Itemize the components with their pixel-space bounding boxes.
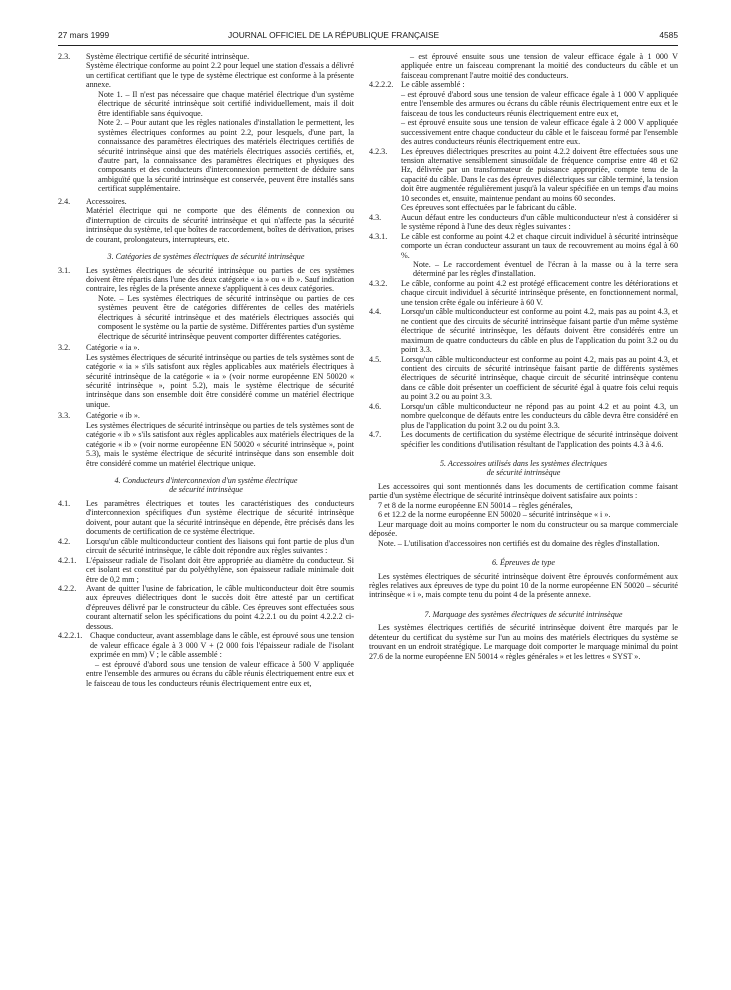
section-4-5: [369, 355, 678, 402]
section-number: 2.4.: [58, 196, 71, 206]
section-number: 4.7.: [369, 430, 382, 440]
section-4-2-2-2: [369, 80, 678, 146]
note: Note. – L'utilisation d'accessoires non certifiés est du domaine des règles d'installation.: [378, 538, 660, 548]
section-number: 4.3.: [369, 212, 382, 222]
paragraph: Matériel électrique qui ne comporte que des éléments de connexion ou d'interruption de circuits de sécurité intrinsèque et qui n'affecte pas la sécurité intrinsèque du système, tel que boîtes de raccordement, boîtes de dérivation, prises de courant, prolongateurs, interrupteurs, etc.: [86, 206, 354, 244]
page-header: [58, 30, 678, 44]
section-3-2: [58, 343, 354, 409]
paragraph: Ces épreuves sont effectuées par le fabricant du câble.: [401, 203, 577, 213]
paragraph: Les systèmes électriques certifiés de sécurité intrinsèque doivent être marqués par le détenteur du certificat du système sur l'un au moins des matériels électriques du système se trouvant en un endroit stratégique. Le marquage doit comporter le marquage minimal du point 27.6 de la norme européenne EN 50014 « règles générales » et les lettres « SYST ».: [369, 623, 678, 661]
section-title: Accessoires.: [86, 196, 127, 206]
section-3-3: [58, 411, 354, 468]
list-item: – est éprouvé ensuite sous une tension de valeur efficace égale à 1 000 V appliquée entre un faisceau comprenant la moitié des conducteurs du câble et un faisceau comprenant l'autre moitié des conducteurs.: [401, 52, 678, 80]
section-number: 4.2.2.1.: [58, 631, 83, 641]
paragraph: Les systèmes électriques de sécurité intrinsèque doivent être éprouvés conformément aux règles relatives aux épreuves de type du point 10 de la norme européenne EN 50020 – sécurité intrinsèque « i », mais compte tenu du point 4 de la présente annexe.: [369, 571, 678, 600]
header-rule: [58, 45, 678, 46]
section-4-1: [58, 499, 354, 537]
section-4-6: [369, 402, 678, 430]
paragraph: Aucun défaut entre les conducteurs d'un câble multiconducteur n'est à considérer si le système répond à l'une des deux règles suivantes :: [401, 212, 678, 232]
note: Note. – Le raccordement éventuel de l'écran à la masse ou à la terre sera déterminé par les règles d'installation.: [413, 259, 678, 279]
section-heading: de sécurité intrinsèque: [169, 485, 243, 495]
list-item: 6 et 12.2 de la norme européenne EN 50020 – sécurité intrinsèque « i ».: [378, 510, 611, 520]
note: Note 1. – Il n'est pas nécessaire que chaque matériel électrique d'un système électrique de sécurité intrinsèque soit certifié individuellement, mais il doit être identifiable sans équivoque.: [98, 89, 354, 118]
list-item: – est éprouvé d'abord sous une tension de valeur efficace égale à 1 000 V appliquée entre l'ensemble des armures ou écrans du câble réunis électriquement entre eux et le faisceau de tous les conducteurs réunis électriquement entre eux et,: [401, 89, 678, 118]
section-heading: 5. Accessoires utilisés dans les systèmes électriques: [439, 459, 608, 469]
paragraph: Chaque conducteur, avant assemblage dans le câble, est éprouvé sous une tension de valeur efficace égale à 3 000 V + (2 000 fois l'épaisseur radiale de l'isolant exprimée en mm) V ; le câble assemblé :: [90, 631, 354, 660]
section-4-3-1: [369, 232, 678, 279]
header-date: 27 mars 1999: [58, 30, 110, 40]
section-title: Le câble assemblé :: [401, 80, 465, 90]
paragraph: Les documents de certification du système électrique de sécurité intrinsèque doivent spécifier les conditions d'utilisation résultant de l'application des points 4.3 à 4.6.: [401, 430, 678, 449]
section-number: 4.1.: [58, 498, 71, 508]
section-number: 3.1.: [58, 265, 71, 275]
page-number: 4585: [659, 30, 678, 40]
section-number: 4.5.: [369, 354, 382, 364]
section-number: 4.2.2.2.: [369, 80, 394, 90]
paragraph: Les systèmes électriques de sécurité intrinsèque ou parties de tels systèmes sont de catégorie « ib » s'ils satisfont aux règles applicables aux matériels électriques de la catégorie « ib » (voir norme européenne EN 50020 « sécurité intrinsèque », point 5.3), mais le système électrique de sécurité intrinsèque dans son ensemble doit être considéré comme un matériel électrique unique.: [86, 420, 354, 468]
section-number: 4.6.: [369, 401, 382, 411]
section-heading: 3. Catégories de systèmes électriques de sécurité intrinsèque: [107, 252, 305, 262]
paragraph: Lorsqu'un câble multiconducteur ne répond pas au point 4.2 et au point 4.3, un nombre quelconque de défauts entre les conducteurs du câble devra être considéré en plus de l'application du point 3.2 ou du point 3.3.: [401, 401, 678, 430]
section-4-3-2: [369, 279, 678, 307]
paragraph: Lorsqu'un câble multiconducteur est conforme au point 4.2, mais pas au point 4.3, et ne contient que des circuits de sécurité intrinsèque faisant partie d'un même système électrique de sécurité intrinsèque, les défauts doivent être considérés entre un maximum de quatre conducteurs du câble en plus de l'application du point 3.2 ou du point 3.3.: [401, 307, 678, 355]
paragraph: Les systèmes électriques de sécurité intrinsèque ou parties de ces systèmes doivent être répartis dans l'une des deux catégorie « ia » ou « ib ». Sauf indication contraire, les règles de la présente annexe s'appliquent à ces deux catégories.: [86, 265, 354, 294]
section-title: Catégorie « ib ».: [86, 411, 140, 421]
section-heading: 6. Épreuves de type: [491, 558, 556, 568]
section-number: 4.2.1.: [58, 555, 77, 565]
right-column: [369, 52, 678, 661]
section-heading: de sécurité intrinsèque: [486, 468, 561, 478]
section-4-7: [369, 430, 678, 449]
section-title: Catégorie « ia ».: [86, 343, 140, 353]
paragraph: Lorsqu'un câble multiconducteur est conforme au point 4.2, mais pas au point 4.3, et contient des circuits de sécurité intrinsèque faisant partie de différents systèmes électriques de sécurité intrinsèque, chaque circuit de sécurité intrinsèque contenu dans ce câble doit présenter un coefficient de sécurité égal à quatre fois celui requis au point 3.2 ou au point 3.3.: [401, 354, 678, 402]
note: Note. – Les systèmes électriques de sécurité intrinsèque ou parties de ces systèmes peuvent être de catégories différentes de celles des matériels électriques à sécurité intrinsèque et des matériels électriques associés qui composent le système ou la partie de système. Différentes parties d'un système électrique de sécurité intrinsèque peuvent comporter différentes catégories.: [98, 293, 354, 341]
paragraph: Avant de quitter l'usine de fabrication, le câble multiconducteur doit être soumis aux épreuves diélectriques dont le succès doit être attesté par un certificat d'épreuves délivré par le constructeur du câble. Ces épreuves sont effectuées sous courant alternatif selon les spécifications du point 4.2.2.1 ou du point 4.2.2.2 ci-dessous.: [86, 584, 354, 631]
paragraph: Les paramètres électriques et toutes les caractéristiques des conducteurs d'interconnexion spécifiques d'un système électrique de sécurité intrinsèque doivent, pour autant que la sécurité intrinsèque en dépende, être précisés dans les documents de certification de ce système électrique.: [86, 498, 354, 537]
list-item: – est éprouvé d'abord sous une tension de valeur efficace à 500 V appliquée entre l'ensemble des armures ou écrans du câble réunis électriquement entre eux et le faisceau de tous les conducteurs réunis électriquement entre eux et,: [86, 659, 354, 688]
section-2-3: [58, 52, 354, 194]
section-4-2-2-1: [58, 631, 354, 659]
section-4-2-3: [369, 147, 678, 213]
note: Note 2. – Pour autant que les règles nationales d'installation le permettent, les systèmes électriques conformes au point 2.2, pour lesquels, d'une part, la connaissance des paramètres électriques des matériels électriques certifiés de sécurité intrinsèque ainsi que des matériels électriques associés certifiés, et, d'autre part, la connaissance des paramètres électriques et physiques des composants et des conducteurs d'interconnexion permettent de déduire sans ambiguïté que la sécurité intrinsèque est conservée, peuvent être installés sans certificat supplémentaire.: [98, 118, 354, 194]
paragraph: Système électrique conforme au point 2.2 pour lequel une station d'essais a délivré un certificat certifiant que le type de système électrique est conforme à la présente annexe.: [86, 61, 354, 90]
section-4-4: [369, 307, 678, 354]
section-heading: 4. Conducteurs d'interconnexion d'un système électrique: [114, 476, 298, 486]
section-number: 3.2.: [58, 343, 71, 353]
paragraph: L'épaisseur radiale de l'isolant doit être appropriée au diamètre du conducteur. Si cet isolant est constitué par du polyéthylène, son épaisseur radiale minimale doit être de 0,2 mm ;: [86, 555, 354, 584]
paragraph: Les accessoires qui sont mentionnés dans les documents de certification comme faisant partie d'un système électrique de sécurité intrinsèque doivent satisfaire aux points :: [369, 481, 678, 501]
section-number: 4.2.2.: [58, 584, 77, 594]
section-number: 4.4.: [369, 307, 382, 317]
section-4-2-1: [58, 556, 354, 584]
section-number: 3.3.: [58, 411, 71, 421]
section-4-2: [58, 537, 354, 556]
paragraph: Les épreuves diélectriques prescrites au point 4.2.2 doivent être effectuées sous une tension alternative sensiblement sinusoïdale de fréquence comprise entre 48 et 62 Hz, délivrée par un transformateur de puissance appropriée, compte tenu de la capacité du câble. Dans le cas des épreuves diélectriques sur câble terminé, la tension doit être augmentée régulièrement jusqu'à la valeur spécifiée en un temps d'au moins 10 secondes et, ensuite, maintenue pendant au moins 60 secondes.: [401, 146, 678, 203]
paragraph: Les systèmes électriques de sécurité intrinsèque ou parties de tels systèmes sont de catégorie « ia » s'ils satisfont aux règles applicables aux matériels électriques à sécurité intrinsèque de la catégorie « ia » (voir norme européenne EN 50020 « sécurité intrinsèque », point 5.2), mais le système électrique de sécurité intrinsèque dans son ensemble doit être considéré comme un matériel électrique unique.: [86, 352, 354, 409]
paragraph: Lorsqu'un câble multiconducteur contient des liaisons qui font partie de plus d'un circuit de sécurité intrinsèque, le câble doit répondre aux règles suivantes :: [86, 536, 354, 556]
section-heading: 7. Marquage des systèmes électriques de sécurité intrinsèque: [424, 609, 623, 619]
section-number: 2.3.: [58, 52, 71, 61]
section-number: 4.2.: [58, 536, 71, 546]
paragraph: Le câble est conforme au point 4.2 et chaque circuit individuel à sécurité intrinsèque comporte un écran conducteur assurant un taux de recouvrement au moins égal à 60 %.: [401, 231, 678, 260]
list-item: 7 et 8 de la norme européenne EN 50014 – règles générales,: [378, 500, 573, 510]
paragraph: Le câble, conforme au point 4.2 est protégé efficacement contre les détériorations et chaque circuit individuel à sécurité intrinsèque présente, en fonctionnement normal, une tension crête égale ou inférieure à 60 V.: [401, 278, 678, 307]
paragraph: Leur marquage doit au moins comporter le nom du constructeur ou sa marque commerciale déposée.: [369, 519, 678, 539]
section-number: 4.3.2.: [369, 278, 388, 288]
section-4-3: [369, 213, 678, 232]
section-3-1: [58, 266, 354, 342]
section-number: 4.3.1.: [369, 231, 388, 241]
section-number: 4.2.3.: [369, 146, 388, 156]
section-title: Système électrique certifié de sécurité intrinsèque.: [86, 52, 250, 61]
list-item: – est éprouvé ensuite sous une tension de valeur efficace égale à 2 000 V appliquée successivement entre chaque conducteur du câble et le faisceau formé par l'ensemble des autres conducteurs réunis électriquement entre eux.: [401, 118, 678, 147]
section-2-4: [58, 197, 354, 244]
header-title: JOURNAL OFFICIEL DE LA RÉPUBLIQUE FRANÇAISE: [228, 30, 440, 40]
left-column: [58, 52, 354, 688]
section-4-2-2: [58, 584, 354, 631]
